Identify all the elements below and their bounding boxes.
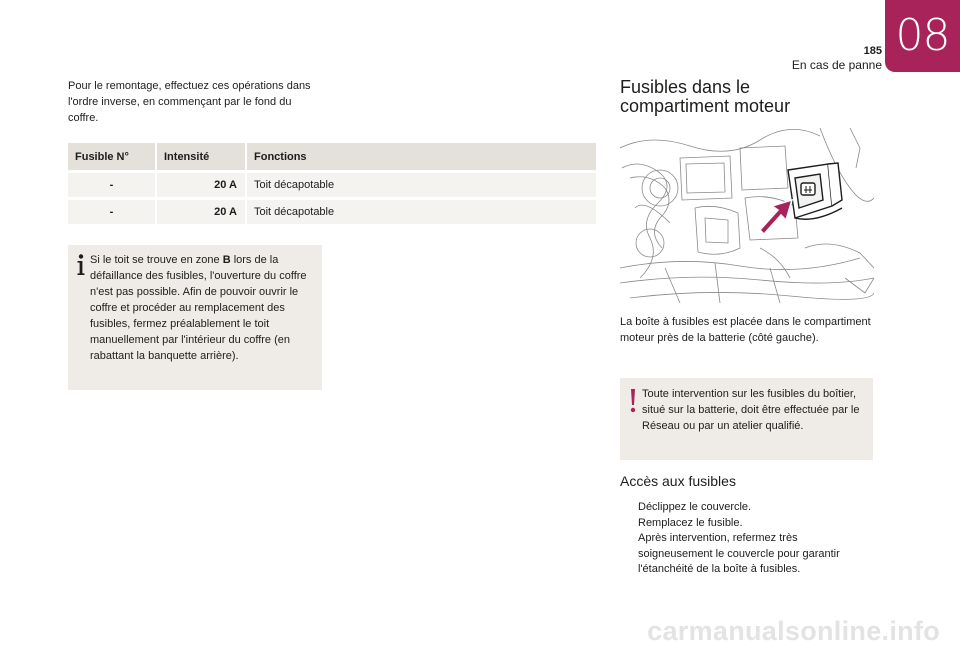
intro-paragraph: Pour le remontage, effectuez ces opérations dans l'ordre inverse, en commençant par le fond du coffre. [68,80,311,124]
function-cell: Toit décapotable [247,170,598,197]
zone-label: B [222,254,231,266]
column-header-intensity: Intensité [157,143,247,170]
info-text-start: Si le toit se trouve en zone [90,254,223,266]
list-item [620,516,870,532]
watermark: carmanualsonline.info [647,616,940,646]
intensity-cell: 20 A [157,197,247,224]
fuse-number-cell: - [68,170,157,197]
title-line-1: Fusibles dans le [620,77,751,97]
title-line-2: compartiment moteur [620,96,791,116]
info-text-end: lors de la défaillance des fusibles, l'ouverture du coffre n'est pas possible. Afin de pouvoir ouvrir le coffre et procéder au remplacement des fusibles, fermez préalablement le toit manuellement par l'intérieur du coffre (en rabattant la banquette arrière). [90,254,307,362]
intensity-cell: 20 A [157,170,247,197]
fuse-box-location-text: La boîte à fusibles est placée dans le compartiment moteur près de la batterie (côté gauche). [620,316,871,344]
engine-compartment-illustration [620,128,874,306]
list-item [620,531,870,578]
section-title: En cas de panne [791,58,882,72]
fuse-access-steps [620,500,870,578]
function-cell: Toit décapotable [247,197,598,224]
fuse-table [68,143,598,224]
page-number: 185 [863,45,882,57]
table-row [68,170,598,197]
fuse-access-subtitle: Accès aux fusibles [620,473,736,489]
table-row [68,197,598,224]
info-icon [76,254,86,276]
column-header-fuse: Fusible N° [68,143,157,170]
list-item [620,500,870,516]
step-text: Après intervention, refermez très soigneusement le couvercle pour garantir l'étanchéité de la boîte à fusibles. [638,532,840,575]
warning-icon [628,389,638,413]
step-text: Déclippez le couvercle. [638,501,752,513]
warning-text: Toute intervention sur les fusibles du boîtier, situé sur la batterie, doit être effectuée par le Réseau ou par un atelier qualifié. [642,388,860,432]
column-header-functions: Fonctions [247,143,598,170]
engine-fuses-title [620,78,860,116]
fuse-number-cell: - [68,197,157,224]
chapter-tab: 08 [885,0,960,72]
step-text: Remplacez le fusible. [638,516,743,529]
table-header-row [68,143,598,170]
info-text [90,252,314,364]
